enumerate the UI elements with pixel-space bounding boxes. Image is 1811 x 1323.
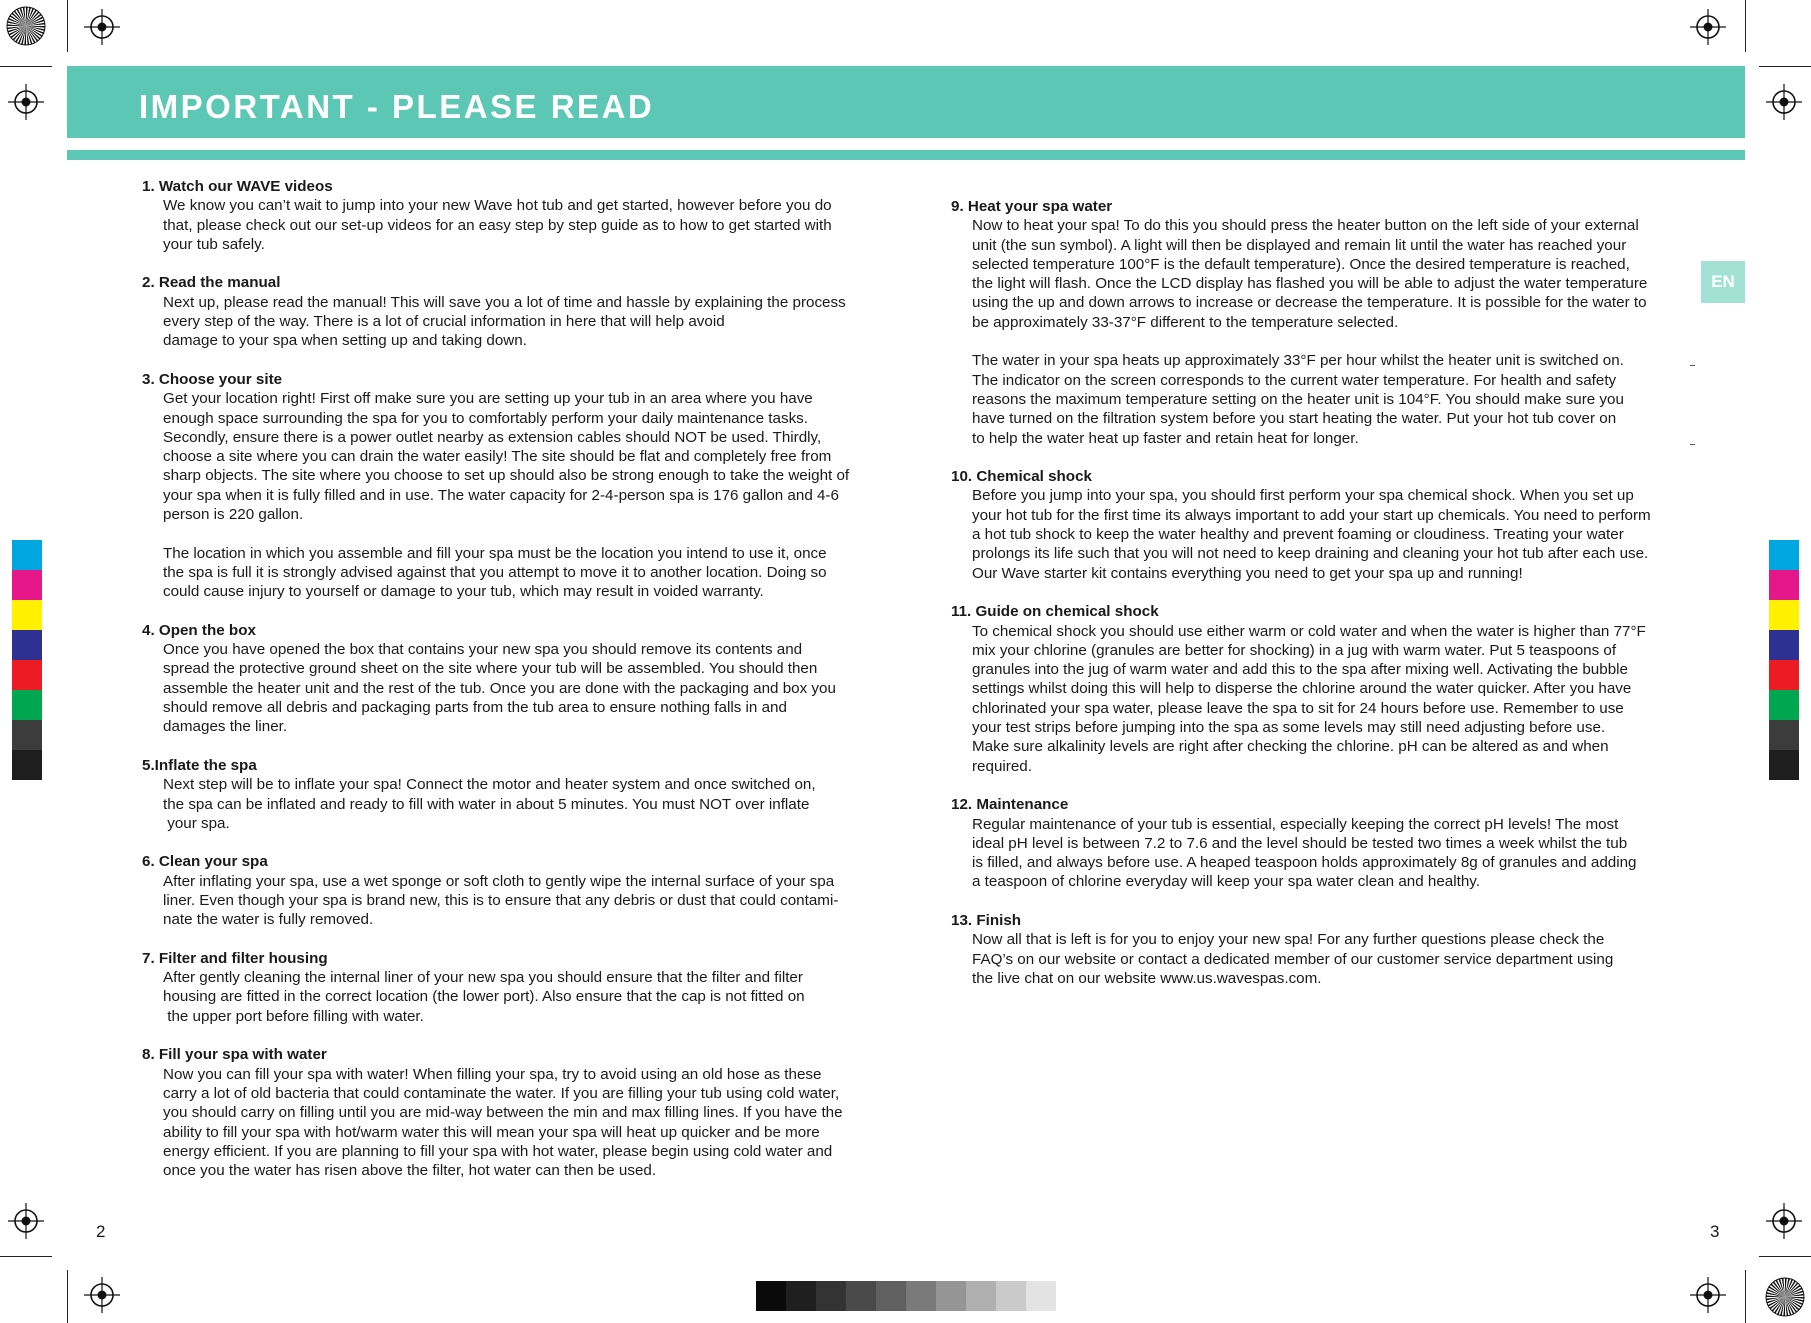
- right-column: [951, 197, 1696, 1007]
- section-paragraph: [972, 815, 1696, 892]
- section-title: 3. Choose your site: [142, 370, 283, 388]
- header-rule: [67, 150, 1745, 160]
- text-line: required.: [972, 757, 1032, 775]
- text-line: damages the liner.: [163, 718, 288, 736]
- color-swatch: [1769, 720, 1799, 750]
- text-line: The indicator on the screen corresponds to the current water temperature. For health and safety: [972, 371, 1617, 389]
- registration-mark-icon: [84, 1277, 120, 1313]
- left-column: [142, 177, 894, 1200]
- registration-mark-icon: [1766, 1203, 1802, 1239]
- text-line: selected temperature 100°F is the default temperature). Once the desired temperature is reached,: [972, 255, 1630, 273]
- grayscale-calibration-bar: [756, 1281, 1056, 1311]
- margin-dash: [1690, 365, 1695, 366]
- text-line: liner. Even though your spa is brand new, this is to ensure that any debris or dust that could contami-: [163, 891, 839, 909]
- color-swatch: [12, 690, 42, 720]
- crop-mark: [1745, 0, 1746, 52]
- page-number-right: 3: [1710, 1222, 1720, 1241]
- section: [142, 852, 894, 929]
- text-line: a teaspoon of chlorine everyday will keep your spa water clean and healthy.: [972, 873, 1480, 891]
- section-paragraph: [163, 196, 894, 254]
- section-title: 7. Filter and filter housing: [142, 949, 328, 967]
- crop-mark: [0, 1256, 52, 1257]
- section-paragraph: [163, 544, 894, 602]
- section-title: 2. Read the manual: [142, 274, 281, 292]
- color-swatch: [12, 720, 42, 750]
- text-line: Next up, please read the manual! This will save you a lot of time and hassle by explaining the process: [163, 293, 846, 311]
- crop-mark: [67, 1270, 68, 1323]
- text-line: your tub safely.: [163, 235, 265, 253]
- page-number-left: 2: [96, 1222, 106, 1241]
- section: [142, 756, 894, 833]
- text-line: After inflating your spa, use a wet sponge or soft cloth to gently wipe the internal surface of your spa: [163, 872, 835, 890]
- text-line: FAQ’s on our website or contact a dedicated member of our customer service department using: [972, 950, 1614, 968]
- text-line: unit (the sun symbol). A light will then be displayed and remain lit until the water has reached your: [972, 236, 1627, 254]
- section: [142, 370, 894, 602]
- text-line: choose a site where you can drain the water easily! The site should be flat and completely free from: [163, 448, 832, 466]
- text-line: To chemical shock you should use either warm or cold water and when the water is higher than 77°F: [972, 622, 1646, 640]
- text-line: Secondly, ensure there is a power outlet nearby as extension cables should NOT be used. Thirdly,: [163, 428, 822, 446]
- section-paragraph: [163, 872, 894, 930]
- text-line: assemble the heater unit and the rest of the tub. Once you are done with the packaging and box you: [163, 679, 836, 697]
- text-line: sharp objects. The site where you choose to set up should also be strong enough to take the weight of: [163, 467, 850, 485]
- color-swatch: [1769, 630, 1799, 660]
- text-line: Now you can fill your spa with water! When filling your spa, try to avoid using an old hose as these: [163, 1065, 822, 1083]
- text-line: Make sure alkalinity levels are right after checking the chlorine. pH can be altered as and when: [972, 738, 1609, 756]
- gray-swatch: [786, 1281, 816, 1311]
- text-line: The water in your spa heats up approximately 33°F per hour whilst the heater unit is switched on.: [972, 352, 1624, 370]
- text-line: damage to your spa when setting up and taking down.: [163, 332, 527, 350]
- registration-mark-icon: [1690, 9, 1726, 45]
- section: [951, 602, 1696, 776]
- gray-swatch: [1026, 1281, 1056, 1311]
- language-tab: EN: [1701, 261, 1745, 303]
- text-line: using the up and down arrows to increase or decrease the temperature. It is possible for the water to: [972, 294, 1647, 312]
- text-line: After gently cleaning the internal liner of your new spa you should ensure that the filter and filter: [163, 969, 803, 987]
- text-line: carry a lot of old bacteria that could contaminate the water. If you are filling your tub using cold water,: [163, 1084, 840, 1102]
- text-line: is filled, and always before use. A heaped teaspoon holds approximately 8g of granules and adding: [972, 854, 1637, 872]
- gray-swatch: [756, 1281, 786, 1311]
- text-line: Once you have opened the box that contains your new spa you should remove its contents and: [163, 641, 803, 659]
- registration-mark-icon: [1766, 84, 1802, 120]
- text-line: The location in which you assemble and fill your spa must be the location you intend to use it, once: [163, 544, 827, 562]
- text-line: settings whilst doing this will help to disperse the chlorine around the water quicker. After you have: [972, 680, 1632, 698]
- crop-mark: [67, 0, 68, 52]
- section-title: 12. Maintenance: [951, 796, 1069, 814]
- gray-swatch: [846, 1281, 876, 1311]
- text-line: your spa when it is fully filled and in use. The water capacity for 2-4-person spa is 176 gallon and 4-6: [163, 486, 839, 504]
- gray-swatch: [966, 1281, 996, 1311]
- section: [142, 273, 894, 350]
- section-title: 10. Chemical shock: [951, 468, 1092, 486]
- section-paragraph: [163, 293, 894, 351]
- section-title: 13. Finish: [951, 911, 1022, 929]
- section: [142, 949, 894, 1026]
- text-line: your test strips before jumping into the spa as some levels may still need adjusting before use.: [972, 719, 1606, 737]
- registration-mark-icon: [8, 1203, 44, 1239]
- text-line: the live chat on our website www.us.wavespas.com.: [972, 969, 1322, 987]
- text-line: Now to heat your spa! To do this you should press the heater button on the left side of your external: [972, 217, 1639, 235]
- text-line: the spa can be inflated and ready to fill with water in about 5 minutes. You must NOT over inflate: [163, 795, 810, 813]
- text-line: person is 220 gallon.: [163, 506, 304, 524]
- text-line: once you the water has risen above the filter, hot water can then be used.: [163, 1162, 657, 1180]
- text-line: the light will flash. Once the LCD display has flashed you will be able to adjust the water temperature: [972, 275, 1648, 293]
- section-title: 5.Inflate the spa: [142, 756, 257, 774]
- text-line: a hot tub shock to keep the water healthy and prevent foaming or cloudiness. Treating your water: [972, 526, 1624, 544]
- gray-swatch: [936, 1281, 966, 1311]
- text-line: Regular maintenance of your tub is essential, especially keeping the correct pH levels! The most: [972, 815, 1619, 833]
- text-line: the upper port before filling with water.: [163, 1007, 424, 1025]
- section: [142, 177, 894, 254]
- color-swatch: [1769, 750, 1799, 780]
- color-swatch: [1769, 660, 1799, 690]
- section-paragraph: [972, 622, 1696, 776]
- color-calibration-bar-left: [12, 540, 42, 780]
- color-calibration-bar-right: [1769, 540, 1799, 780]
- text-line: every step of the way. There is a lot of crucial information in here that will help avoid: [163, 313, 725, 331]
- color-swatch: [12, 600, 42, 630]
- text-line: could cause injury to yourself or damage to your tub, which may result in voided warranty.: [163, 583, 764, 601]
- crop-mark: [1759, 1256, 1811, 1257]
- text-line: that, please check out our set-up videos for an easy step by step guide as to how to get started with: [163, 216, 832, 234]
- gray-swatch: [816, 1281, 846, 1311]
- section-paragraph: [972, 351, 1696, 447]
- margin-dash: [1690, 444, 1695, 445]
- section: [951, 197, 1696, 448]
- gray-swatch: [876, 1281, 906, 1311]
- crop-mark: [0, 66, 52, 67]
- page-title: IMPORTANT - PLEASE READ: [139, 88, 655, 125]
- section-title: 8. Fill your spa with water: [142, 1046, 327, 1064]
- registration-mark-icon: [8, 84, 44, 120]
- color-swatch: [1769, 570, 1799, 600]
- section-paragraph: [163, 968, 894, 1026]
- section-paragraph: [163, 775, 894, 833]
- text-line: the spa is full it is strongly advised against that you attempt to move it to another location. Doing so: [163, 563, 827, 581]
- color-swatch: [12, 540, 42, 570]
- text-line: mix your chlorine (granules are better for shocking) in a jug with warm water. Put 5 teaspoons of: [972, 641, 1617, 659]
- starburst-target-icon: [6, 6, 46, 46]
- color-swatch: [1769, 600, 1799, 630]
- text-line: Next step will be to inflate your spa! Connect the motor and heater system and once switched on,: [163, 776, 816, 794]
- color-swatch: [12, 630, 42, 660]
- crop-mark: [1759, 66, 1811, 67]
- section-title: 4. Open the box: [142, 621, 256, 639]
- section-title: 9. Heat your spa water: [951, 198, 1113, 215]
- text-line: prolongs its life such that you will not need to keep draining and cleaning your hot tub after each use.: [972, 545, 1649, 563]
- crop-mark: [1745, 1270, 1746, 1323]
- section-paragraph: [163, 1065, 894, 1181]
- text-line: should remove all debris and packaging parts from the tub area to ensure nothing falls in and: [163, 699, 787, 717]
- gray-swatch: [906, 1281, 936, 1311]
- text-line: to help the water heat up faster and retain heat for longer.: [972, 429, 1359, 447]
- text-line: nate the water is fully removed.: [163, 911, 374, 929]
- text-line: Now all that is left is for you to enjoy your new spa! For any further questions please check the: [972, 931, 1605, 949]
- section-title: 6. Clean your spa: [142, 853, 268, 871]
- text-line: enough space surrounding the spa for you to comfortably perform your daily maintenance tasks.: [163, 409, 808, 427]
- section: [951, 911, 1696, 988]
- color-swatch: [12, 750, 42, 780]
- color-swatch: [12, 570, 42, 600]
- text-line: reasons the maximum temperature setting on the heater unit is 104°F. You should make sure you: [972, 390, 1624, 408]
- text-line: ideal pH level is between 7.2 to 7.6 and the level should be tested two times a week whilst the tub: [972, 834, 1628, 852]
- color-swatch: [1769, 690, 1799, 720]
- text-line: housing are fitted in the correct location (the lower port). Also ensure that the cap is not fitted on: [163, 988, 805, 1006]
- section-paragraph: [972, 216, 1696, 332]
- section-title: 11. Guide on chemical shock: [951, 603, 1159, 621]
- text-line: We know you can’t wait to jump into your new Wave hot tub and get started, however before you do: [163, 197, 832, 215]
- section: [142, 621, 894, 737]
- section-paragraph: [972, 486, 1696, 582]
- starburst-target-icon: [1765, 1277, 1805, 1317]
- text-line: energy efficient. If you are planning to fill your spa with hot water, please begin using cold water and: [163, 1142, 833, 1160]
- section-paragraph: [163, 640, 894, 736]
- text-line: you should carry on filling until you are mid-way between the min and max filling lines. If you have the: [163, 1104, 843, 1122]
- text-line: your hot tub for the first time its always important to add your start up chemicals. You need to perform: [972, 506, 1651, 524]
- text-line: ability to fill your spa with hot/warm water this will mean your spa will heat up quicker and be more: [163, 1123, 820, 1141]
- text-line: Before you jump into your spa, you should first perform your spa chemical shock. When you set up: [972, 487, 1634, 505]
- section-paragraph: [972, 930, 1696, 988]
- section: [951, 467, 1696, 583]
- text-line: chlorinated your spa water, please leave the spa to sit for 24 hours before use. Remember to use: [972, 699, 1624, 717]
- registration-mark-icon: [1690, 1277, 1726, 1313]
- text-line: spread the protective ground sheet on the site where your tub will be assembled. You should then: [163, 660, 818, 678]
- section: [142, 1045, 894, 1180]
- registration-mark-icon: [84, 9, 120, 45]
- text-line: Our Wave starter kit contains everything you need to get your spa up and running!: [972, 564, 1523, 582]
- color-swatch: [12, 660, 42, 690]
- text-line: granules into the jug of warm water and add this to the spa after mixing well. Activating the bubble: [972, 661, 1628, 679]
- color-swatch: [1769, 540, 1799, 570]
- gray-swatch: [996, 1281, 1026, 1311]
- text-line: have turned on the filtration system before you start heating the water. Put your hot tub cover on: [972, 410, 1617, 428]
- text-line: be approximately 33-37°F different to the temperature selected.: [972, 313, 1399, 331]
- text-line: Get your location right! First off make sure you are setting up your tub in an area where you have: [163, 390, 813, 408]
- section-paragraph: [163, 389, 894, 524]
- section-title: 1. Watch our WAVE videos: [142, 178, 333, 195]
- section: [951, 795, 1696, 891]
- text-line: your spa.: [163, 814, 230, 832]
